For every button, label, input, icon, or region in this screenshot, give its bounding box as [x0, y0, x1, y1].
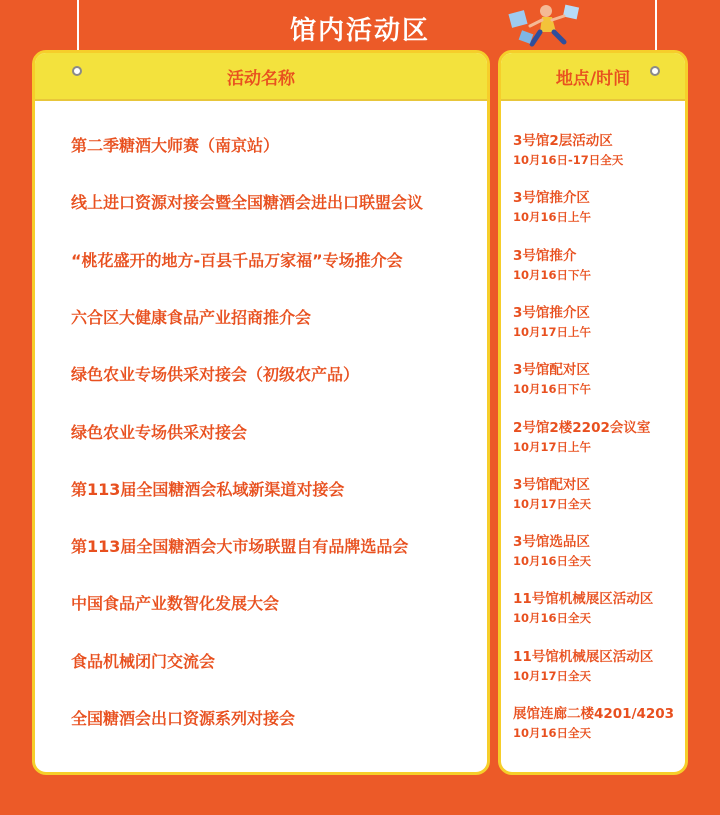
location-time: 10月17日上午 — [513, 439, 592, 454]
location-time: 10月17日上午 — [513, 324, 592, 339]
running-figure-icon — [506, 2, 586, 48]
activity-location — [513, 416, 681, 455]
activity-location — [513, 129, 681, 168]
page-title: 馆内活动区 — [289, 16, 430, 46]
activity-location — [513, 244, 681, 283]
location-place: 3号馆2层活动区 — [513, 133, 613, 149]
location-column-header: 地点/时间 — [501, 53, 685, 101]
activity-location — [513, 702, 681, 741]
location-place: 3号馆选品区 — [513, 534, 590, 551]
activity-name: 第二季糖酒大师赛（南京站） — [71, 136, 280, 155]
activity-name: 六合区大健康食品产业招商推介会 — [71, 307, 312, 327]
pin-icon — [650, 66, 660, 76]
location-place: 3号馆推介 — [513, 247, 577, 264]
location-place: 3号馆配对区 — [513, 476, 590, 493]
activity-column-header: 活动名称 — [35, 53, 487, 101]
location-time: 10月16日上午 — [513, 210, 592, 225]
activity-location — [513, 358, 681, 397]
location-place: 3号馆推介区 — [513, 304, 590, 321]
location-time: 10月16日下午 — [513, 382, 592, 397]
location-panel — [498, 50, 688, 775]
activity-name: 绿色农业专场供采对接会（初级农产品） — [71, 365, 360, 385]
activity-panel — [32, 50, 490, 775]
activity-name: 绿色农业专场供采对接会 — [71, 422, 248, 442]
pin-icon — [72, 66, 82, 76]
location-place: 2号馆2楼2202会议室 — [513, 419, 651, 436]
activity-location — [513, 587, 681, 626]
activity-name: 第113届全国糖酒会私域新渠道对接会 — [71, 479, 345, 499]
activity-name: 全国糖酒会出口资源系列对接会 — [71, 709, 296, 728]
activity-name: 第113届全国糖酒会大市场联盟自有品牌选品会 — [71, 537, 409, 557]
activity-location — [513, 473, 681, 512]
location-time: 10月17日全天 — [513, 668, 592, 683]
location-place: 3号馆配对区 — [513, 362, 590, 379]
location-time: 10月16日全天 — [513, 554, 592, 569]
location-time: 10月17日全天 — [513, 496, 592, 511]
location-place: 3号馆推介区 — [513, 190, 590, 207]
activity-location — [513, 530, 681, 569]
location-time: 10月16日全天 — [513, 726, 592, 740]
location-time: 10月16日全天 — [513, 611, 592, 626]
activity-location — [513, 301, 681, 340]
activity-location — [513, 186, 681, 225]
location-time: 10月16日-17日全天 — [513, 153, 624, 167]
activity-location — [513, 645, 681, 684]
location-place: 展馆连廊二楼4201/4203 — [513, 706, 675, 722]
activity-name: 线上进口资源对接会暨全国糖酒会进出口联盟会议 — [71, 193, 424, 213]
activity-name: 食品机械闭门交流会 — [71, 651, 216, 671]
location-place: 11号馆机械展区活动区 — [513, 591, 654, 608]
activity-name: 中国食品产业数智化发展大会 — [71, 594, 280, 614]
location-place: 11号馆机械展区活动区 — [513, 648, 654, 665]
location-time: 10月16日下午 — [513, 267, 592, 282]
activity-name: “桃花盛开的地方-百县千品万家福”专场推介会 — [71, 250, 403, 270]
